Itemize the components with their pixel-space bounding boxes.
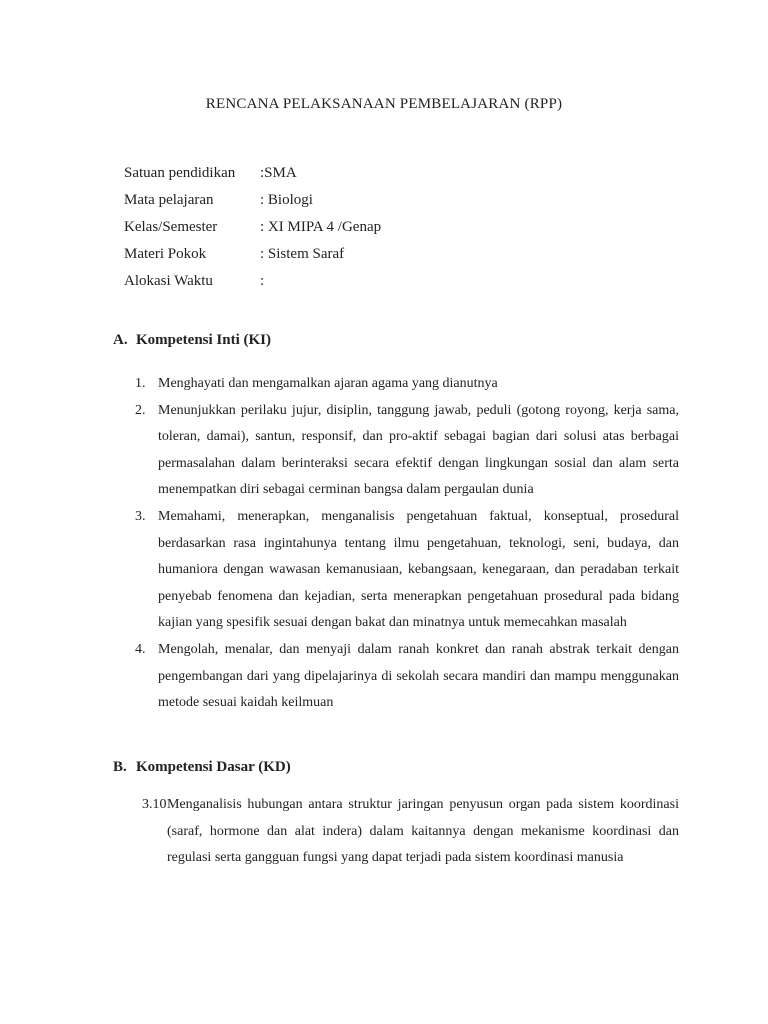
meta-table — [124, 162, 381, 297]
item-number: 3. — [135, 508, 146, 524]
meta-label: Alokasi Waktu — [124, 273, 213, 289]
section-title: Kompetensi Inti (KI) — [136, 332, 271, 348]
section-a-heading — [113, 332, 271, 349]
item-text: Memahami, menerapkan, menganalisis pengetahuan faktual, konseptual, prosedural berdasarkan rasa ingintahunya tentang ilmu pengetahuan, teknologi, seni, budaya, dan humaniora dengan wawasan kemanusiaan, kebangsaan, kenegaraan, dan peradaban terkait penyebab fenomena dan kejadian, serta menerapkan pengetahuan prosedural pada bidang kajian yang spesifik sesuai dengan bakat dan minatnya untuk memecahkan masalah — [158, 508, 679, 631]
list-item — [135, 637, 679, 717]
meta-row-mapel — [124, 189, 381, 216]
meta-row-satuan — [124, 162, 381, 189]
meta-label: Mata pelajaran — [124, 192, 214, 208]
meta-value: : Sistem Saraf — [260, 246, 345, 262]
document-title: RENCANA PELAKSANAAN PEMBELAJARAN (RPP) — [205, 96, 563, 112]
section-b-heading — [113, 759, 291, 776]
item-number: 3.10 — [142, 797, 167, 812]
meta-label: Satuan pendidikan — [124, 165, 236, 181]
list-item — [135, 371, 679, 398]
section-title: Kompetensi Dasar (KD) — [136, 759, 291, 775]
meta-row-kelas — [124, 216, 381, 243]
section-letter: A. — [113, 332, 128, 348]
item-number: 4. — [135, 641, 146, 657]
item-number: 1. — [135, 376, 146, 391]
item-text: Menghayati dan mengamalkan ajaran agama yang dianutnya — [158, 376, 498, 391]
meta-row-alokasi — [124, 270, 381, 297]
meta-value: : XI MIPA 4 /Genap — [260, 219, 382, 235]
meta-label: Kelas/Semester — [124, 219, 218, 235]
meta-label: Materi Pokok — [124, 246, 207, 262]
ki-list — [135, 371, 679, 717]
list-item — [135, 398, 679, 504]
meta-row-materi — [124, 243, 381, 270]
meta-value: :SMA — [260, 165, 297, 181]
section-letter: B. — [113, 759, 127, 775]
item-text: Menunjukkan perilaku jujur, disiplin, tanggung jawab, peduli (gotong royong, kerja sama, toleran, damai), santun, responsif, dan pro-aktif sebagai bagian dari solusi atas berbagai permasalahan dalam berinteraksi secara efektif dengan lingkungan sosial dan alam serta menempatkan diri sebagai cerminan bangsa dalam pergaulan dunia — [158, 402, 679, 498]
meta-value: : Biologi — [260, 192, 313, 208]
list-item — [135, 504, 679, 637]
item-text: Menganalisis hubungan antara struktur jaringan penyusun organ pada sistem koordinasi (saraf, hormone dan alat indera) dalam kaitannya dengan mekanisme koordinasi dan regulasi serta gangguan fungsi yang dapat terjadi pada sistem koordinasi manusia — [167, 797, 679, 866]
item-number: 2. — [135, 402, 146, 418]
meta-value: : — [260, 273, 265, 289]
kd-list-item — [142, 792, 679, 872]
item-text: Mengolah, menalar, dan menyaji dalam ranah konkret dan ranah abstrak terkait dengan pengembangan dari yang dipelajarinya di sekolah secara mandiri dan mampu menggunakan metode sesuai kaidah keilmuan — [158, 641, 679, 711]
